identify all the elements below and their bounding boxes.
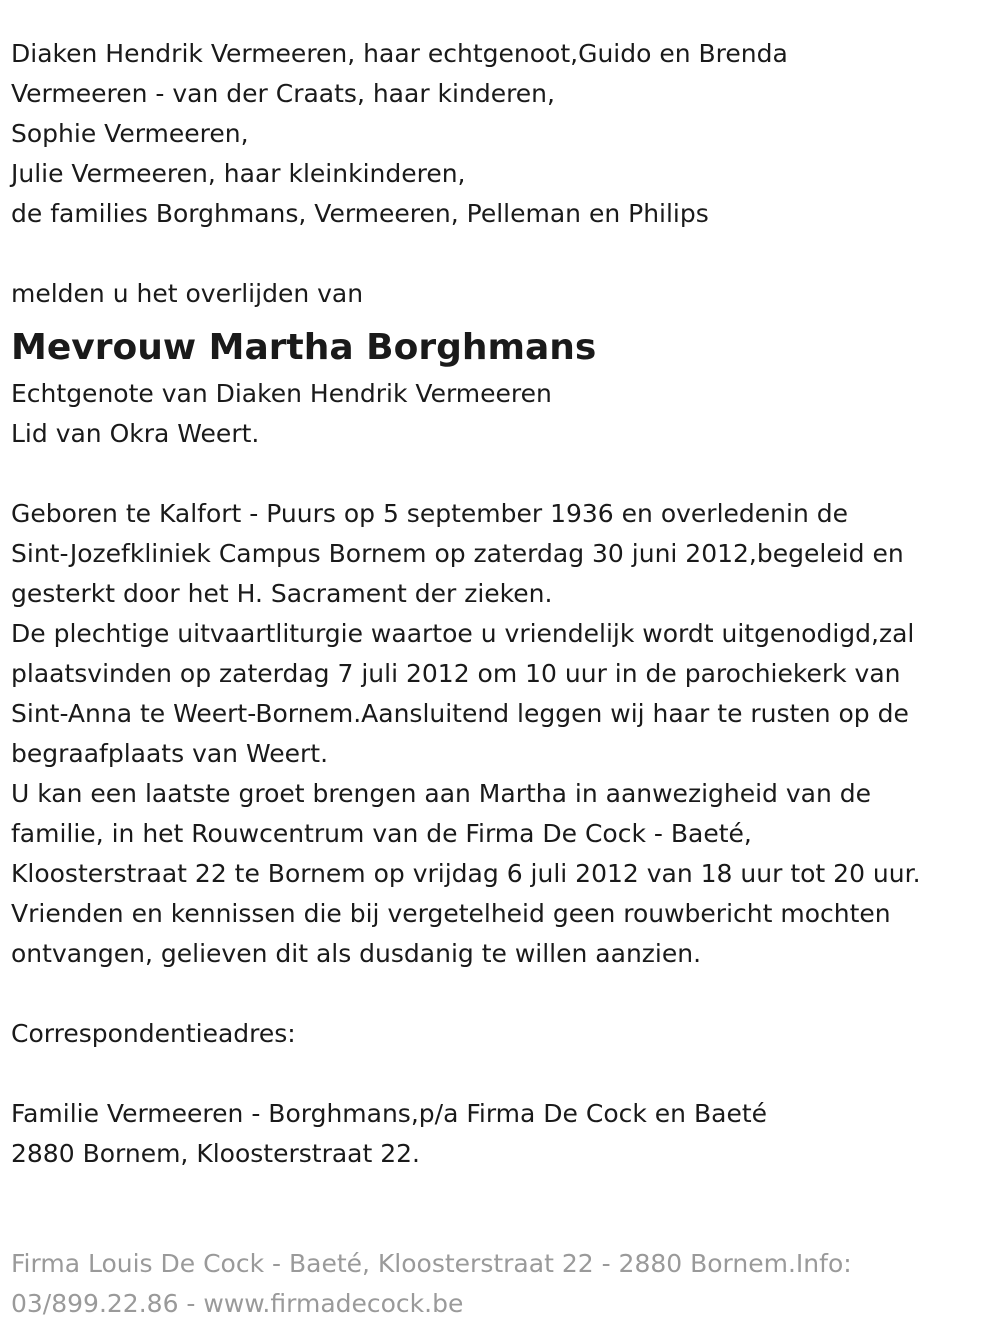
details-line: Geboren te Kalfort - Puurs op 5 september 1936 en overledenin de — [11, 499, 848, 528]
details-line: plaatsvinden op zaterdag 7 juli 2012 om 10 uur in de parochiekerk van — [11, 659, 901, 688]
family-line: Diaken Hendrik Vermeeren, haar echtgenoot,Guido en Brenda — [11, 39, 788, 68]
footer-line: 03/899.22.86 - www.firmadecock.be — [11, 1289, 464, 1318]
details-line: Kloosterstraat 22 te Bornem op vrijdag 6 juli 2012 van 18 uur tot 20 uur. — [11, 859, 921, 888]
details-line: ontvangen, gelieven dit als dusdanig te willen aanzien. — [11, 939, 702, 968]
deceased-name: Mevrouw Martha Borghmans — [11, 327, 597, 368]
spacer — [11, 234, 991, 274]
details-line: gesterkt door het H. Sacrament der zieken. — [11, 579, 553, 608]
deceased-membership: Lid van Okra Weert. — [11, 419, 260, 448]
announcement-text: melden u het overlijden van — [11, 279, 364, 308]
family-line: Vermeeren - van der Craats, haar kinderen, — [11, 79, 555, 108]
details-line: U kan een laatste groet brengen aan Martha in aanwezigheid van de — [11, 779, 872, 808]
details-block — [11, 494, 991, 974]
correspondence-label: Correspondentieadres: — [11, 1019, 296, 1048]
funeral-home-footer — [11, 1244, 991, 1324]
details-line: Sint-Anna te Weert-Bornem.Aansluitend leggen wij haar te rusten op de — [11, 699, 909, 728]
spacer — [11, 454, 991, 494]
family-block — [11, 34, 991, 234]
deceased-relation: Echtgenote van Diaken Hendrik Vermeeren — [11, 379, 552, 408]
correspondence-address — [11, 1094, 991, 1174]
details-line: Vrienden en kennissen die bij vergetelheid geen rouwbericht mochten — [11, 899, 891, 928]
address-line: 2880 Bornem, Kloosterstraat 22. — [11, 1139, 420, 1168]
footer-line: Firma Louis De Cock - Baeté, Kloosterstraat 22 - 2880 Bornem.Info: — [11, 1249, 852, 1278]
details-line: begraafplaats van Weert. — [11, 739, 329, 768]
details-line: familie, in het Rouwcentrum van de Firma De Cock - Baeté, — [11, 819, 752, 848]
details-line: Sint-Jozefkliniek Campus Bornem op zaterdag 30 juni 2012,begeleid en — [11, 539, 904, 568]
obituary-notice — [11, 34, 991, 1174]
deceased-block — [11, 324, 991, 454]
family-line: de families Borghmans, Vermeeren, Pelleman en Philips — [11, 199, 709, 228]
spacer — [11, 1054, 991, 1094]
details-line: De plechtige uitvaartliturgie waartoe u vriendelijk wordt uitgenodigd,zal — [11, 619, 915, 648]
spacer — [11, 974, 991, 1014]
address-line: Familie Vermeeren - Borghmans,p/a Firma De Cock en Baeté — [11, 1099, 768, 1128]
family-line: Julie Vermeeren, haar kleinkinderen, — [11, 159, 466, 188]
family-line: Sophie Vermeeren, — [11, 119, 249, 148]
